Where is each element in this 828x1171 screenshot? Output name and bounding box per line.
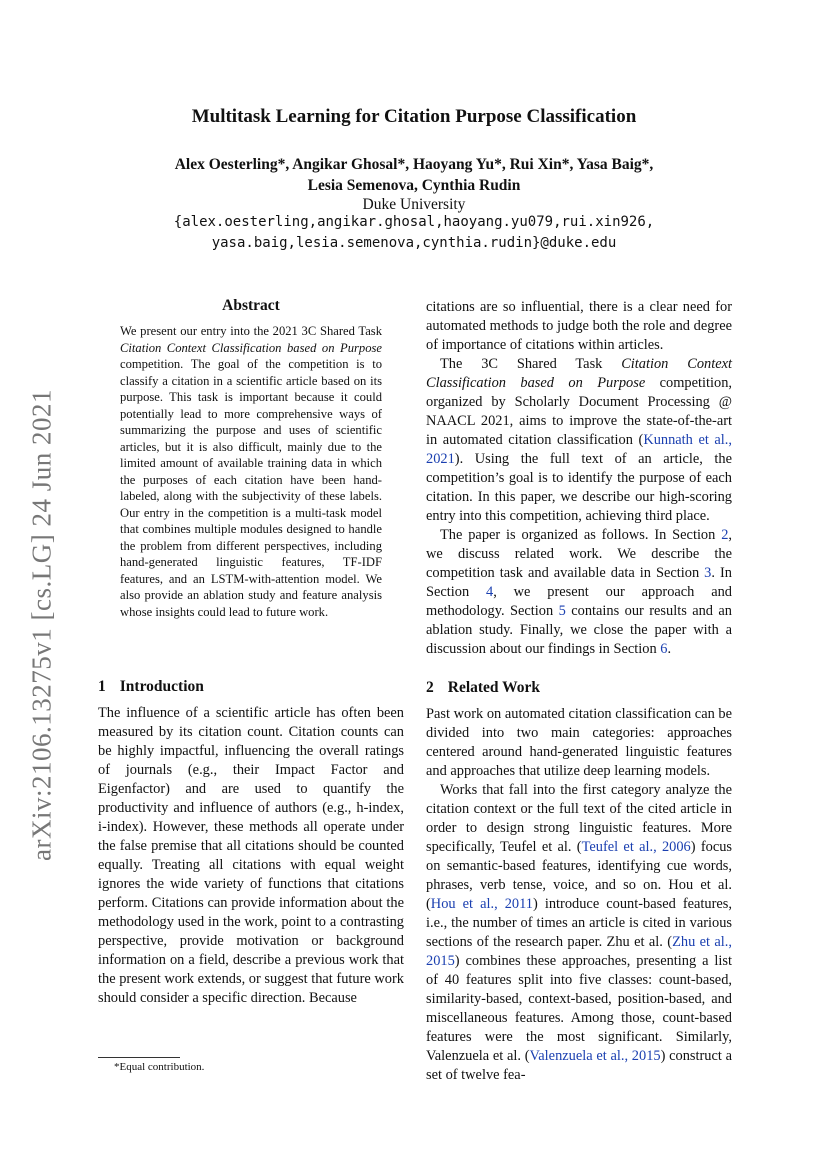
right-paragraph-2: The paper is organized as follows. In Section 2, we discuss related work. We describe the competition task and available data in Section 3. In Section 4, we present our approach and methodology. Section 5 contains our results and an ablation study. Finally, we close the paper with a discussion about our findings in Section 6.	[426, 527, 733, 657]
affiliation: Duke University	[362, 196, 466, 213]
abstract-task-name: Citation Context Classification based on Purpose	[120, 340, 382, 355]
authors-line-2: Lesia Semenova, Cynthia Rudin	[307, 177, 521, 194]
section-number: 1	[98, 678, 106, 695]
abstract-text-2: competition. The goal of the competition is to classify a citation in a scientific article based on its purpose. This task is important because it could potentially lead to more comprehensive ways of summarizing the purpose and uses of scientific articles, but it is also difficult, mainly due to the limited amount of available training data in which the purposes of each citation have been hand-labeled, along with the subjectivity of these labels. Our entry in the competition is a multi-task model that combines multiple modules designed to handle the problem from different perspectives, including hand-generated linguistic features, TF-IDF features, and an LSTM-with-attention model. We also provide an ablation study and feature analysis whose insights could lead to future work.	[120, 357, 382, 619]
section-ref-link[interactable]: 2	[721, 527, 729, 543]
citation-link[interactable]: Kunnath et al., 2021	[426, 432, 732, 467]
citation-link[interactable]: Zhu et al., 2015	[426, 934, 733, 969]
section-heading-related-work	[426, 678, 732, 697]
author-list	[90, 154, 738, 196]
emails-line-1: {alex.oesterling,angikar.ghosal,haoyang.yu079,rui.xin926,	[173, 214, 655, 230]
section-title: Introduction	[119, 678, 204, 695]
abstract-body	[120, 323, 382, 620]
abstract-text-1: We present our entry into the 2021 3C Shared Task	[120, 324, 382, 338]
left-column	[98, 296, 404, 1008]
related-paragraph-1: Past work on automated citation classification can be divided into two main categories: approaches centered around hand-generated linguistic features and approaches that utilize deep learning models.	[426, 706, 732, 779]
section-number: 2	[426, 679, 434, 696]
intro-paragraph: The influence of a scientific article has often been measured by its citation count. Citation counts can be highly impactful, influencing the overall ratings of journals (e.g., their Impact Factor and Eigenfactor) and are used to quantify the productivity and influence of authors (e.g., h-index, i-index). However, these methods all operate under the false premise that all citations should be counted equally. Treating all citations with equal weight ignores the wide variety of functions that citations perform. Citations can provide information about the methodology used in the work, point to a contrasting perspective, provide motivation or background information on a field, describe a previous work that the present work extends, or suggest that future work should consider a specific direction. Because	[98, 705, 404, 1006]
arxiv-identifier-text: arXiv:2106.13275v1 [cs.LG] 24 Jun 2021	[26, 389, 57, 861]
section-ref-link[interactable]: 3	[704, 565, 712, 581]
paper-title: Multitask Learning for Citation Purpose Classification	[191, 106, 637, 127]
footnote: *Equal contribution.	[114, 1061, 205, 1073]
related-paragraph-2: Works that fall into the first category analyze the citation context or the full text of the cited article in order to design strong linguistic features. More specifically, Teufel et al. (Teufel et al., 2006) focus on semantic-based features, identifying cue words, phrases, verb tense, voice, and so on. Hou et al. (Hou et al., 2011) introduce count-based features, i.e., the number of times an article is cited in various sections of the research paper. Zhu et al. (Zhu et al., 2015) combines these approaches, presenting a list of 40 features split into five classes: count-based, similarity-based, context-based, position-based, and miscellaneous features. Among those, count-based features were the most significant. Similarly, Valenzuela et al. (Valenzuela et al., 2015) construct a set of twelve fea-	[426, 782, 733, 1083]
section-ref-link[interactable]: 4	[486, 584, 494, 600]
author-emails	[90, 212, 738, 254]
section-heading-introduction	[98, 677, 404, 696]
section-title: Related Work	[447, 679, 541, 696]
task-name-italic: Citation Context Classification based on Purpose	[426, 356, 732, 391]
right-column	[426, 298, 732, 1085]
footnote-divider	[98, 1057, 180, 1058]
authors-line-1: Alex Oesterling*, Angikar Ghosal*, Haoyang Yu*, Rui Xin*, Yasa Baig*,	[174, 156, 654, 173]
arxiv-identifier	[22, 370, 62, 880]
citation-link[interactable]: Hou et al., 2011	[430, 896, 533, 912]
emails-line-2: yasa.baig,lesia.semenova,cynthia.rudin}@duke.edu	[211, 235, 617, 251]
abstract-heading: Abstract	[222, 297, 280, 314]
right-paragraph-1: The 3C Shared Task Citation Context Classification based on Purpose competition, organized by Scholarly Document Processing @ NAACL 2021, aims to improve the state-of-the-art in automated citation classification (Kunnath et al., 2021). Using the full text of an article, the competition’s goal is to identify the purpose of each citation. In this paper, we describe our high-scoring entry into this competition, achieving third place.	[426, 356, 732, 524]
citation-link[interactable]: Teufel et al., 2006	[581, 839, 691, 855]
section-ref-link[interactable]: 6	[660, 641, 668, 657]
section-ref-link[interactable]: 5	[558, 603, 566, 619]
right-paragraph-0: citations are so influential, there is a clear need for automated methods to judge both the role and degree of importance of citations within articles.	[426, 299, 732, 353]
citation-link[interactable]: Valenzuela et al., 2015	[529, 1048, 661, 1064]
